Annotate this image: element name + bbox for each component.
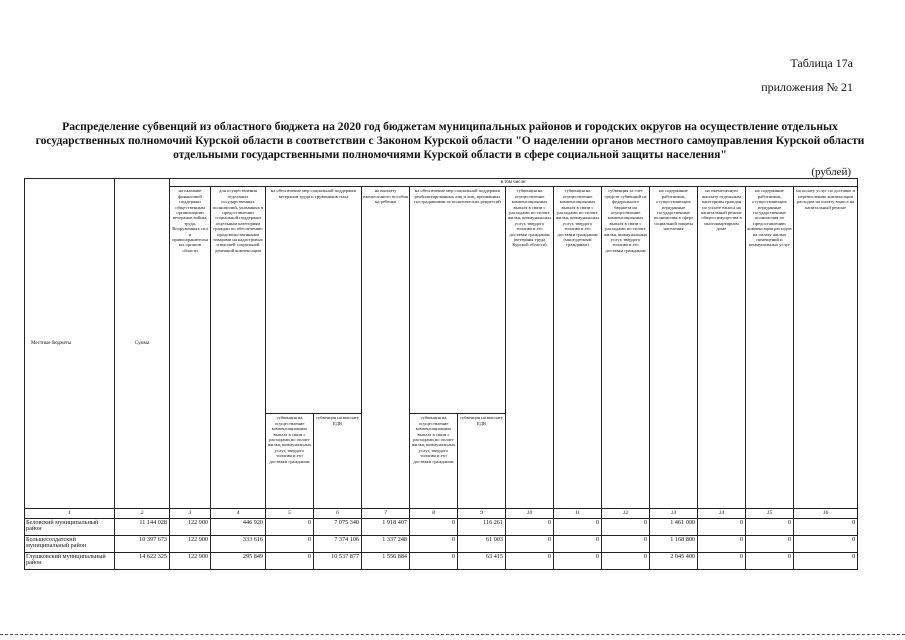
table-cell: 0 — [266, 519, 314, 536]
table-cell: 0 — [698, 519, 746, 536]
table-cell: 1 168 800 — [650, 536, 698, 553]
table-cell: 0 — [602, 553, 650, 570]
table-cell: 116 261 — [458, 519, 506, 536]
table-cell: 7 374 106 — [314, 536, 362, 553]
table-cell: 446 920 — [211, 519, 266, 536]
table-cell: 295 849 — [211, 553, 266, 570]
table-cell: 0 — [554, 536, 602, 553]
table-cell: 0 — [794, 536, 858, 553]
table-cell: 0 — [746, 553, 794, 570]
col-header-9: субвенция на выплату ЕДВ — [458, 414, 506, 509]
row-budget-name: Глушковский муниципальный район — [25, 553, 115, 570]
row-budget-name: Беловский муниципальный район — [25, 519, 115, 536]
col-header-3: на оказание финансовой поддержки общественным организациям ветеранов войны, труда, Вооруженных сил и правоохранительных органов области — [170, 187, 211, 509]
table-cell: 7 075 340 — [314, 519, 362, 536]
table-row — [25, 536, 858, 553]
col-header-4: для осуществления отдельных государственных полномочий, указанных в предоставлении социальной поддержки отдельным категориям граждан по обеспечению продовольственными товарами на кадастровых и высшей социальной денежной компенсации — [211, 187, 266, 509]
table-row — [25, 553, 858, 570]
col-header-8-9: на обеспечение мер социальной поддержки реабилитированных лиц и лиц, признанных пострадавшими от политических репрессий — [410, 187, 506, 414]
row-budget-name: Большесолдатский муниципальный район — [25, 536, 115, 553]
table-cell: 0 — [794, 553, 858, 570]
col-header-15: на содержание работников, осуществляющих переданные государственные полномочия по предоставлению компенсации расходов на оплату жилых помещений и коммунальных услуг — [746, 187, 794, 509]
column-number: 13 — [650, 509, 698, 519]
table-cell: 0 — [506, 536, 554, 553]
col-header-5: субвенция на осуществление компенсационных выплат в связи с расходами по оплате жилья, коммунальных услуг, твердого топлива и его доставки гражданам — [266, 414, 314, 509]
table-cell: 0 — [266, 553, 314, 570]
col-header-budgets: Местные бюджеты — [25, 179, 115, 509]
table-cell: 0 — [794, 519, 858, 536]
table-cell: 0 — [554, 553, 602, 570]
col-header-16: на оплату услуг по доставке и перечислению компенсации расходов на оплату взноса на капитальный ремонт — [794, 187, 858, 509]
table-cell: 11 144 028 — [115, 519, 170, 536]
table-cell: 63 415 — [458, 553, 506, 570]
table-cell: 0 — [410, 536, 458, 553]
table-cell: 61 003 — [458, 536, 506, 553]
col-header-14: на ежемесячную выплату отдельным категориям граждан по уплате взноса на капитальный ремонт общего имущества в многоквартирном доме — [698, 187, 746, 509]
appendix-label: приложения № 21 — [761, 80, 853, 94]
col-header-sum: Сумма — [115, 179, 170, 509]
column-number: 16 — [794, 509, 858, 519]
column-number: 11 — [554, 509, 602, 519]
table-cell: 0 — [746, 519, 794, 536]
table-cell: 0 — [698, 553, 746, 570]
table-cell: 0 — [602, 519, 650, 536]
units-label: (рублей) — [811, 166, 851, 178]
table-cell: 1 337 248 — [362, 536, 410, 553]
column-number: 9 — [458, 509, 506, 519]
document-title: Распределение субвенций из областного бюджета на 2020 год бюджетам муниципальных районов и городских округов на осуществление отдельных государственных полномочий Курской области в соответствии с Законом Курской области "О наделении органов местного самоуправления Курской области отдельными государственными полномочиями Курской области в сфере социальной защиты населения" — [35, 120, 865, 161]
table-cell: 1 556 884 — [362, 553, 410, 570]
table-cell: 1 461 000 — [650, 519, 698, 536]
table-cell: 1 918 407 — [362, 519, 410, 536]
col-header-5-6: на обеспечение мер социальной поддержки ветеранов труда и тружеников тыла — [266, 187, 362, 414]
table-label: Таблица 17а — [790, 56, 853, 70]
subsidy-table — [24, 178, 854, 570]
column-number: 10 — [506, 509, 554, 519]
col-header-11: субвенция на осуществление компенсационных выплат в связи с расходами по оплате жилья, коммунальных услуг, твердого топлива и его доставки гражданам (многодетным гражданам) — [554, 187, 602, 509]
col-header-12: субвенция за счет средств субвенций из федерального бюджета на осуществление компенсационных выплат в связи с расходами по оплате жилья, коммунальных услуг, твердого топлива и его доставки гражданам — [602, 187, 650, 509]
col-header-6: субвенция на выплату ЕДВ — [314, 414, 362, 509]
table-cell: 122 900 — [170, 519, 211, 536]
table-row — [25, 519, 858, 536]
column-number: 15 — [746, 509, 794, 519]
col-header-8: субвенция на осуществление компенсационных выплат в связи с расходами по оплате жилья, коммунальных услуг, твердого топлива и его доставки гражданам — [410, 414, 458, 509]
column-number: 3 — [170, 509, 211, 519]
col-header-including: в том числе: — [170, 179, 858, 187]
table-cell: 0 — [506, 553, 554, 570]
table-cell: 14 622 325 — [115, 553, 170, 570]
table-cell: 0 — [746, 536, 794, 553]
table-cell: 0 — [506, 519, 554, 536]
column-number-row — [25, 509, 858, 519]
page-bottom-rule — [0, 634, 905, 636]
column-number: 6 — [314, 509, 362, 519]
column-number: 4 — [211, 509, 266, 519]
table-cell: 122 900 — [170, 536, 211, 553]
table-cell: 0 — [410, 519, 458, 536]
table-cell: 10 397 673 — [115, 536, 170, 553]
column-number: 7 — [362, 509, 410, 519]
table-cell: 0 — [602, 536, 650, 553]
table-cell: 0 — [554, 519, 602, 536]
column-number: 2 — [115, 509, 170, 519]
col-header-10: субвенция на осуществление компенсационных выплат в связи с расходами по оплате жилья, коммунальных услуг, твердого топлива и его доставки гражданам (ветераны труда Курской области) — [506, 187, 554, 509]
column-number: 5 — [266, 509, 314, 519]
column-number: 14 — [698, 509, 746, 519]
table-cell: 0 — [410, 553, 458, 570]
column-number: 1 — [25, 509, 115, 519]
col-header-13: на содержание работников, осуществляющих переданные государственные полномочия в сфере социальной защиты населения — [650, 187, 698, 509]
table-cell: 122 900 — [170, 553, 211, 570]
table-cell: 0 — [698, 536, 746, 553]
col-header-7: на выплату ежемесячного пособия на ребенка — [362, 187, 410, 509]
table-cell: 0 — [266, 536, 314, 553]
column-number: 12 — [602, 509, 650, 519]
table-cell: 10 537 877 — [314, 553, 362, 570]
table-cell: 2 045 400 — [650, 553, 698, 570]
column-number: 8 — [410, 509, 458, 519]
table-cell: 333 616 — [211, 536, 266, 553]
